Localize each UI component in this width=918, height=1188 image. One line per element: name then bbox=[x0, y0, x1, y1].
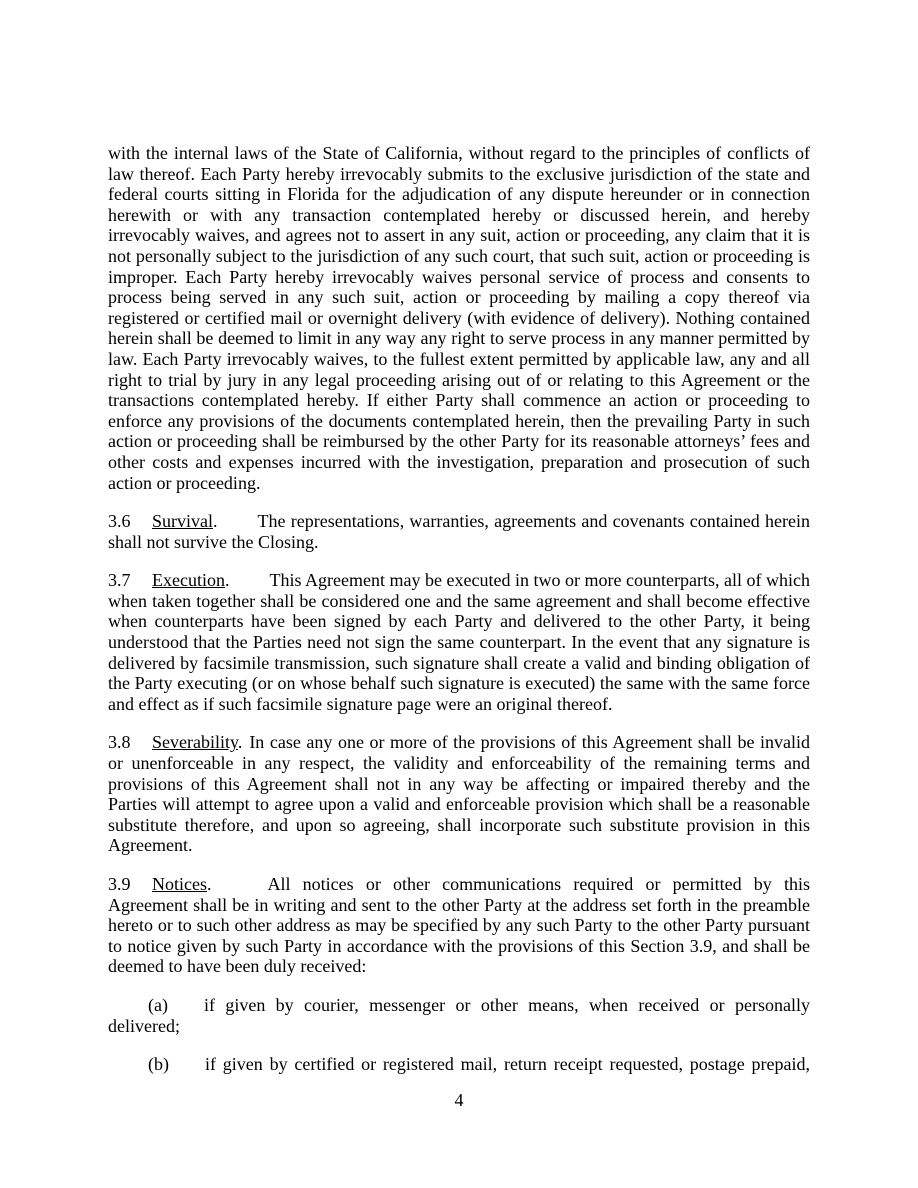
section-text: The representations, warranties, agreements and covenants contained herein shall not survive the Closing. bbox=[108, 511, 810, 552]
section-3-8 bbox=[108, 732, 810, 856]
section-text: All notices or other communications required or permitted by this Agreement shall be in writing and sent to the other Party at the address set forth in the preamble hereto or to such other address as may be specified by any such Party to the other Party pursuant to notice given by such Party in accordance with the provisions of this Section 3.9, and shall be deemed to have been duly received: bbox=[108, 874, 810, 977]
document-body bbox=[108, 143, 810, 1093]
heading-period: . bbox=[213, 511, 218, 532]
list-item-label: (b) bbox=[148, 1054, 169, 1075]
section-text: This Agreement may be executed in two or more counterparts, all of which when taken together shall be considered one and the same agreement and shall become effective when counterparts have been signed by each Party and delivered to the other Party, it being understood that the Parties need not sign the same counterpart. In the event that any signature is delivered by facsimile transmission, such signature shall create a valid and binding obligation of the Party executing (or on whose behalf such signature is executed) the same with the same force and effect as if such facsimile signature page were an original thereof. bbox=[108, 570, 810, 714]
section-3-7 bbox=[108, 570, 810, 714]
list-item-a bbox=[108, 995, 810, 1036]
section-heading: Notices bbox=[152, 874, 207, 894]
section-3-9 bbox=[108, 874, 810, 977]
section-number: 3.9 bbox=[108, 874, 131, 894]
heading-period: . bbox=[206, 874, 212, 894]
list-item-text: if given by certified or registered mail, return receipt requested, postage prepaid, bbox=[205, 1054, 810, 1075]
section-number: 3.7 bbox=[108, 570, 131, 591]
section-number: 3.6 bbox=[108, 511, 131, 532]
page-number: 4 bbox=[454, 1090, 464, 1110]
list-item-label: (a) bbox=[148, 994, 168, 1015]
intro-paragraph: with the internal laws of the State of California, without regard to the principles of conflicts of law thereof. Each Party hereby irrevocably submits to the exclusive jurisdiction of the state and federal courts sitting in Florida for the adjudication of any dispute hereunder or in connection herewith or with any transaction contemplated hereby or discussed herein, and hereby irrevocably waives, and agrees not to assert in any suit, action or proceeding, any claim that it is not personally subject to the jurisdiction of any such court, that such suit, action or proceeding is improper. Each Party hereby irrevocably waives personal service of process and consents to process being served in any such suit, action or proceeding by mailing a copy thereof via registered or certified mail or overnight delivery (with evidence of delivery). Nothing contained herein shall be deemed to limit in any way any right to serve process in any manner permitted by law. Each Party irrevocably waives, to the fullest extent permitted by applicable law, any and all right to trial by jury in any legal proceeding arising out of or relating to this Agreement or the transactions contemplated hereby. If either Party shall commence an action or proceeding to enforce any provisions of the documents contemplated herein, then the prevailing Party in such action or proceeding shall be reimbursed by the other Party for its reasonable attorneys’ fees and other costs and expenses incurred with the investigation, preparation and prosecution of such action or proceeding. bbox=[108, 143, 810, 493]
section-heading: Survival bbox=[152, 511, 213, 532]
heading-period: . bbox=[224, 570, 230, 591]
list-item-text: if given by courier, messenger or other means, when received or personally delivered; bbox=[108, 994, 810, 1036]
list-item-b bbox=[108, 1054, 810, 1075]
section-text: In case any one or more of the provisions of this Agreement shall be invalid or unenforceable in any respect, the validity and enforceability of the remaining terms and provisions of this Agreement shall not in any way be affecting or impaired thereby and the Parties will attempt to agree upon a valid and enforceable provision which shall be a reasonable substitute therefore, and upon so agreeing, shall incorporate such substitute provision in this Agreement. bbox=[108, 732, 810, 856]
section-heading: Execution bbox=[152, 570, 225, 591]
section-number: 3.8 bbox=[108, 732, 131, 753]
section-heading: Severability bbox=[152, 732, 238, 753]
section-3-6 bbox=[108, 511, 810, 552]
heading-period: . bbox=[237, 732, 243, 753]
